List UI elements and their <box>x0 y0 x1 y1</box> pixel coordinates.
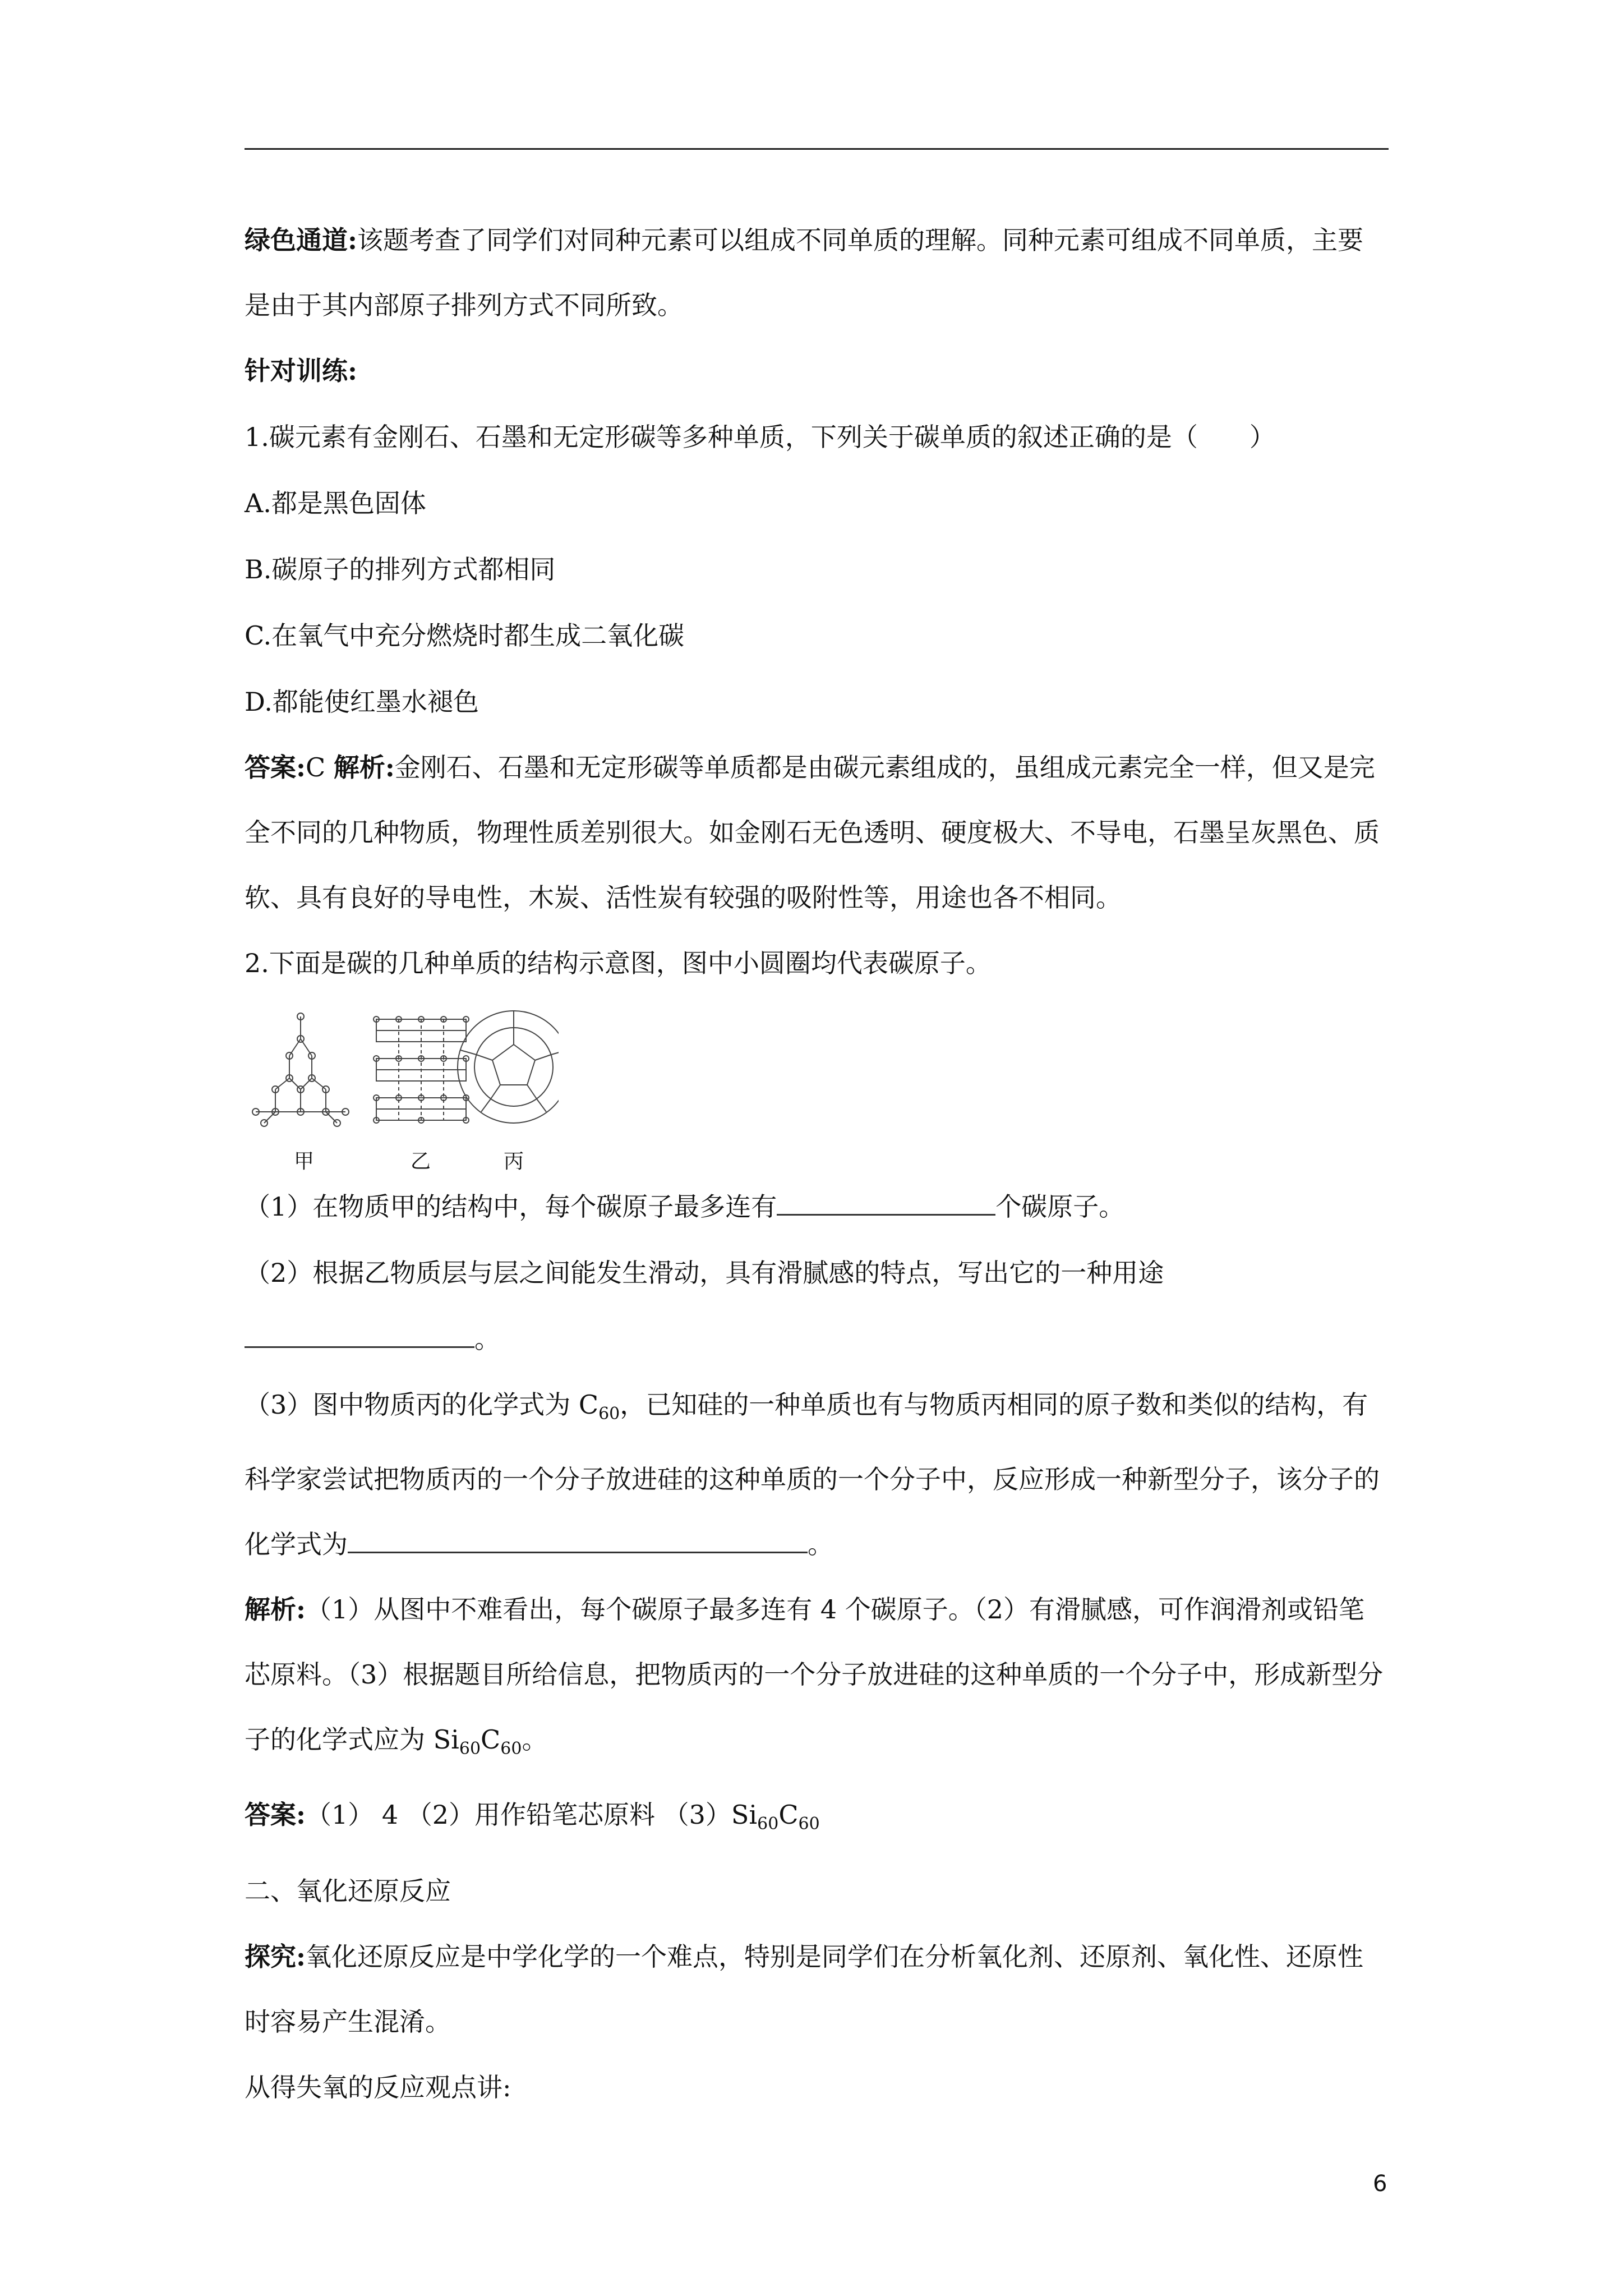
q2-sub2-end: 。 <box>474 1324 500 1354</box>
intro-paragraph <box>245 208 1389 338</box>
q2-sub1-end: 个碳原子。 <box>995 1191 1125 1222</box>
header-rule <box>245 148 1389 150</box>
page-content <box>245 208 1389 2120</box>
carbon-structures-figure <box>245 1005 1389 1174</box>
q2-answer-label: 答案: <box>245 1800 306 1830</box>
q2-analysis-sub1: 60 <box>459 1739 481 1759</box>
q1-stem: 1.碳元素有金刚石、石墨和无定形碳等多种单质，下列关于碳单质的叙述正确的是（ ） <box>245 422 1275 452</box>
section2-explore <box>245 1924 1389 2054</box>
intro-text: 该题考查了同学们对同种元素可以组成不同单质的理解。同种元素可组成不同单质，主要是由于其内部原子排列方式不同所致。 <box>245 225 1363 320</box>
q2-answer-sub1: 60 <box>757 1814 779 1834</box>
q1-option-a: A.都是黑色固体 <box>245 488 426 518</box>
q2-sub1-text: （1）在物质甲的结构中，每个碳原子最多连有 <box>245 1191 777 1222</box>
figure-label-bing: 丙 <box>504 1150 524 1173</box>
intro-label: 绿色通道: <box>245 225 357 255</box>
q1-answer-label: 答案: <box>245 752 306 783</box>
q2-sub1 <box>245 1174 1389 1240</box>
figure-label-jia: 甲 <box>294 1150 315 1173</box>
q2-sub2-blank <box>245 1325 474 1348</box>
fullerene-structure <box>458 1011 559 1123</box>
q2-answer-mid: C <box>778 1800 799 1830</box>
q2-answer <box>245 1782 1389 1857</box>
q2-sub3-text: （3）图中物质丙的化学式为 C <box>245 1389 599 1420</box>
q2-stem: 2.下面是碳的几种单质的结构示意图，图中小圆圈均代表碳原子。 <box>245 948 992 978</box>
page-number: 6 <box>1373 2171 1387 2197</box>
q2-analysis-text: （1）从图中不难看出，每个碳原子最多连有 4 个碳原子。（2）有滑腻感，可作润滑剂或铅笔芯原料。（3）根据题目所给信息，把物质丙的一个分子放进硅的这种单质的一个分子中，形成新型分子的化学式应为 Si <box>245 1594 1384 1755</box>
q1-analysis-label: 解析: <box>333 752 395 783</box>
training-heading: 针对训练: <box>245 356 357 386</box>
q2-analysis-label: 解析: <box>245 1594 306 1625</box>
section2-heading: 二、氧化还原反应 <box>245 1875 451 1906</box>
q1-option-c: C.在氧气中充分燃烧时都生成二氧化碳 <box>245 620 685 651</box>
section2-explore-label: 探究: <box>245 1941 306 1972</box>
q2-analysis-end: 。 <box>522 1724 548 1755</box>
q2-sub3-subscript: 60 <box>598 1404 620 1424</box>
q1-answer-paragraph <box>245 735 1389 930</box>
q2-answer-text: （1） 4 （2）用作铅笔芯原料 （3）Si <box>305 1800 758 1830</box>
q2-analysis <box>245 1577 1389 1782</box>
figure-label-yi: 乙 <box>411 1150 431 1173</box>
q1-answer: C <box>305 752 326 783</box>
q2-sub3-text-b: ，已知硅的一种单质也有与物质丙相同的原子数和类似的结构，有科学家尝试把物质丙的一个分子放进硅的这种单质的一个分子中，反应形成一种新型分子，该分子的化学式为 <box>245 1389 1380 1560</box>
q2-sub3-end: 。 <box>808 1529 833 1560</box>
q2-analysis-mid: C <box>481 1724 501 1755</box>
q2-analysis-sub2: 60 <box>500 1739 522 1759</box>
q2-answer-sub2: 60 <box>798 1814 820 1834</box>
graphite-structure <box>374 1016 469 1123</box>
q2-sub3 <box>245 1372 1389 1577</box>
diamond-structure <box>252 1013 349 1126</box>
q1-option-d: D.都能使红墨水褪色 <box>245 687 479 717</box>
q1-option-b: B.碳原子的排列方式都相同 <box>245 554 556 585</box>
q2-sub1-blank <box>777 1193 995 1216</box>
q2-sub2: （2）根据乙物质层与层之间能发生滑动，具有滑腻感的特点，写出它的一种用途 <box>245 1258 1164 1288</box>
section2-last-line: 从得失氧的反应观点讲: <box>245 2072 511 2102</box>
q2-sub2-answer-line <box>245 1306 1389 1372</box>
q2-sub3-blank <box>348 1530 808 1553</box>
q1-analysis: 金刚石、石墨和无定形碳等单质都是由碳元素组成的，虽组成元素完全一样，但又是完全不同的几种物质，物理性质差别很大。如金刚石无色透明、硬度极大、不导电，石墨呈灰黑色、质软、具有良好的导电性，木炭、活性炭有较强的吸附性等，用途也各不相同。 <box>245 752 1380 913</box>
carbon-structures-image <box>245 1005 559 1145</box>
section2-explore-text: 氧化还原反应是中学化学的一个难点，特别是同学们在分析氧化剂、还原剂、氧化性、还原性时容易产生混淆。 <box>245 1941 1363 2037</box>
